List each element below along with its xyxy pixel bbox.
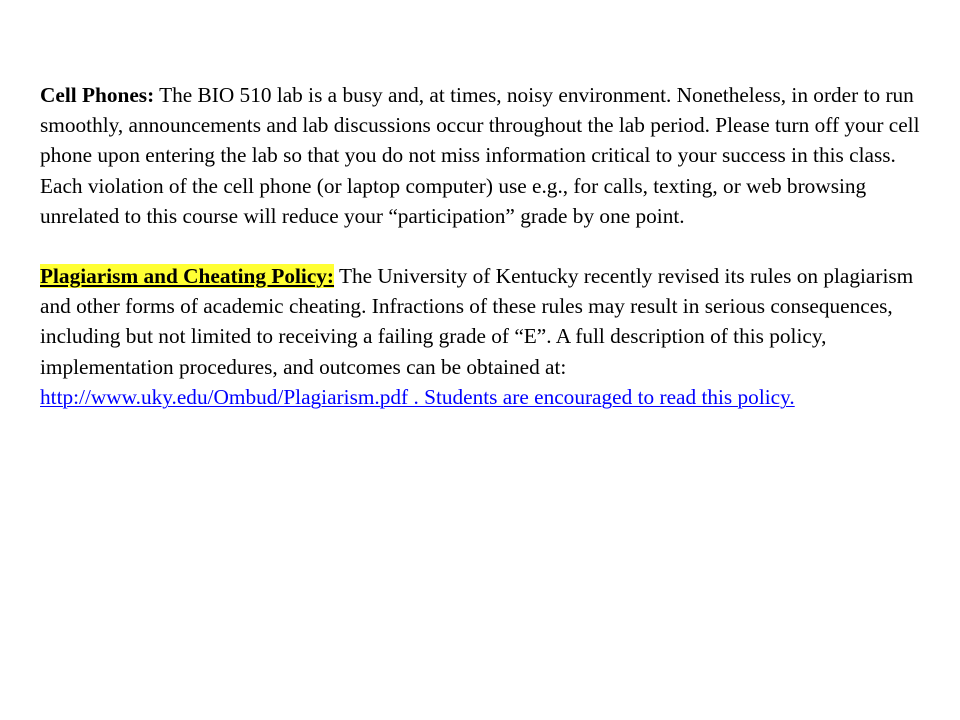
cell-phones-paragraph xyxy=(40,80,925,231)
cell-phones-text: The BIO 510 lab is a busy and, at times, noisy environment. Nonetheless, in order to run smoothly, announcements and lab discussions occur throughout the lab period. Please turn off your cell phone upon entering the lab so that you do not miss information critical to your success in this class. Each violation of the cell phone (or laptop computer) use e.g., for calls, texting, or web browsing unrelated to this course will reduce your “participation” grade by one point. xyxy=(40,83,920,228)
cell-phones-heading: Cell Phones: xyxy=(40,83,155,107)
plagiarism-policy-link[interactable]: http://www.uky.edu/Ombud/Plagiarism.pdf . Students are encouraged to read this policy. xyxy=(40,384,795,409)
plagiarism-heading: Plagiarism and Cheating Policy: xyxy=(40,264,335,289)
plagiarism-text: The University of Kentucky recently revised its rules on plagiarism and other forms of academic cheating. Infractions of these rules may result in serious consequences, including but not limited to receiving a failing grade of “E”. A full description of this policy, implementation procedures, and outcomes can be obtained at: xyxy=(40,264,914,379)
slide-content xyxy=(40,80,925,412)
plagiarism-paragraph xyxy=(40,261,925,412)
paragraph-spacer xyxy=(40,231,925,261)
